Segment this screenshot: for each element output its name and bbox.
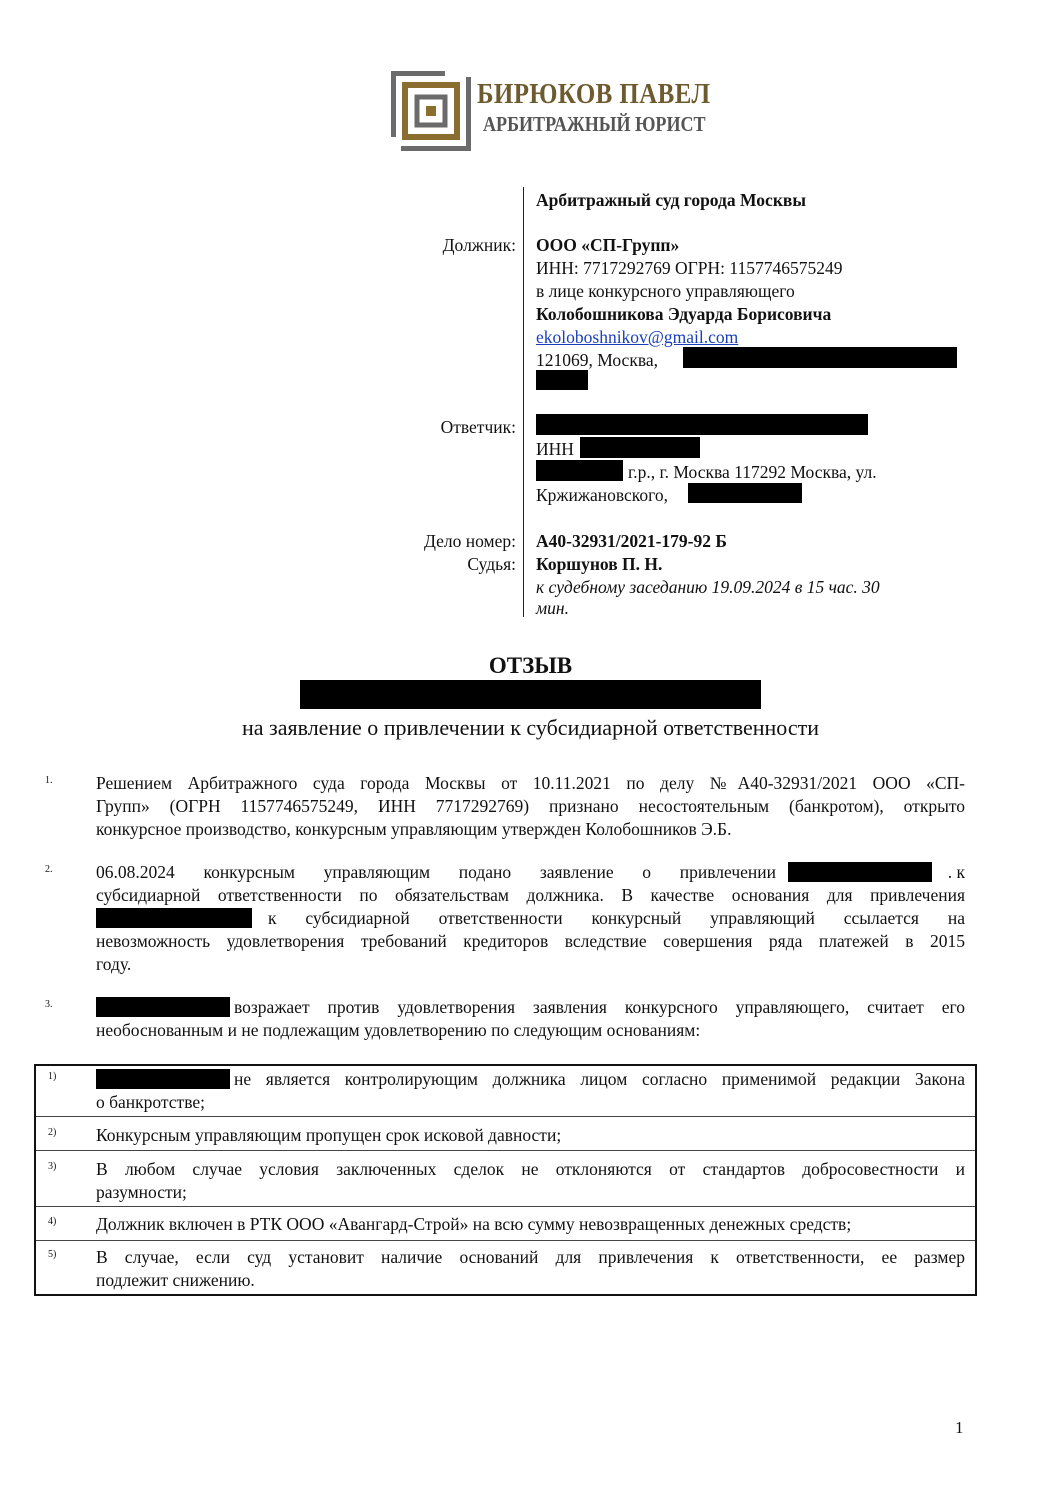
debtor-ids: ИНН: 7717292769 ОГРН: 1157746575249 [536, 258, 843, 278]
list-item [96, 1124, 965, 1147]
judge-label: Судья: [467, 554, 516, 574]
paragraph-number: 1. [45, 775, 53, 786]
list-number: 2) [48, 1127, 57, 1138]
paragraph-line: конкурсное производство, конкурсным управляющим утвержден Колобошников Э.Б. [96, 819, 732, 839]
debtor-label: Должник: [442, 235, 516, 255]
debtor-name: ООО «СП-Групп» [536, 235, 680, 255]
redaction-block [788, 862, 932, 882]
paragraph-line: субсидиарной ответственности по обязательствам должника. В качестве основания для привлечения [96, 885, 965, 905]
list-line [96, 1068, 965, 1091]
respondent-birth-address: г.р., г. Москва 117292 Москва, ул. [628, 462, 877, 482]
paragraph-line-text: 06.08.2024 конкурсным управляющим подано заявление о привлечении [96, 862, 776, 882]
paragraph-line: Решением Арбитражного суда города Москвы от 10.11.2021 по делу №А40-32931/2021 ООО «СП- [96, 773, 965, 793]
paragraph-line-text: возражает против удовлетворения заявления конкурсного управляющего, считает его [234, 997, 965, 1017]
logo-name: БИРЮКОВ ПАВЕЛ [477, 78, 711, 110]
list-line: разумности; [96, 1182, 187, 1202]
paragraph-line: невозможность удовлетворения требований кредиторов вследствие совершения ряда платежей в 2015 [96, 931, 965, 951]
paragraph-1 [96, 772, 965, 841]
respondent-label: Ответчик: [440, 417, 516, 437]
respondent-street: Кржижановского, [536, 485, 669, 505]
paragraph-line [96, 907, 965, 930]
list-line: подлежит снижению. [96, 1270, 255, 1290]
redaction-block [683, 347, 957, 368]
court-name: Арбитражный суд города Москвы [536, 190, 807, 210]
list-item [96, 1068, 965, 1114]
header-divider [523, 187, 524, 617]
paragraph-number: 2. [45, 864, 53, 875]
hearing-info-continued: мин. [536, 598, 569, 618]
redaction-block [536, 414, 868, 435]
redaction-block [96, 1069, 230, 1089]
paragraph-line-text: . к [947, 862, 965, 882]
paragraph-line: Групп» (ОГРН 1157746575249, ИНН 7717292769) признано несостоятельным (банкротом), открыто [96, 796, 965, 816]
list-line: о банкротстве; [96, 1092, 205, 1112]
redaction-block [96, 997, 230, 1017]
list-item [96, 1158, 965, 1204]
list-number: 3) [48, 1161, 57, 1172]
list-item [96, 1246, 965, 1292]
logo-mark-icon [391, 71, 471, 151]
list-separator [36, 1206, 975, 1207]
redaction-block [580, 437, 700, 458]
list-separator [36, 1150, 975, 1151]
debtor-manager: Колобошникова Эдуарда Борисовича [536, 304, 832, 324]
list-separator [36, 1116, 975, 1117]
page-number: 1 [955, 1418, 964, 1437]
paragraph-line [96, 861, 965, 884]
paragraph-line [96, 996, 965, 1019]
debtor-representative: в лице конкурсного управляющего [536, 281, 795, 301]
list-line: Должник включен в РТК ООО «Авангард-Строй» на всю сумму невозвращенных денежных средств; [96, 1214, 852, 1234]
list-line-text: не является контролирующим должника лицом согласно применимой редакции Закона [234, 1069, 965, 1089]
list-number: 4) [48, 1216, 57, 1227]
list-separator [36, 1240, 975, 1241]
paragraph-3 [96, 996, 965, 1042]
paragraph-line: необоснованным и не подлежащим удовлетворению по следующим основаниям: [96, 1020, 701, 1040]
redaction-block [688, 483, 802, 503]
judge-name: Коршунов П. Н. [536, 554, 663, 574]
redaction-block [536, 370, 588, 390]
paragraph-2 [96, 861, 965, 976]
respondent-inn: ИНН [536, 439, 574, 459]
paragraph-number: 3. [45, 999, 53, 1010]
list-line: Конкурсным управляющим пропущен срок исковой давности; [96, 1125, 562, 1145]
debtor-email-link[interactable]: ekoloboshnikov@gmail.com [536, 327, 739, 347]
logo-subtitle: АРБИТРАЖНЫЙ ЮРИСТ [483, 112, 706, 136]
redaction-block [536, 460, 623, 481]
document-subtitle: на заявление о привлечении к субсидиарной ответственности [241, 715, 820, 740]
paragraph-line-text: к субсидиарной ответственности конкурсный управляющий ссылается на [268, 908, 965, 928]
paragraph-line: году. [96, 954, 132, 974]
list-item [96, 1213, 965, 1236]
document-title: ОТЗЫВ [488, 653, 573, 678]
redaction-block [96, 908, 252, 928]
list-line: В случае, если суд установит наличие оснований для привлечения к ответственности, ее размер [96, 1247, 965, 1267]
debtor-address: 121069, Москва, [536, 350, 659, 370]
list-line: В любом случае условия заключенных сделок не отклоняются от стандартов добросовестности и [96, 1159, 965, 1179]
redaction-block [300, 680, 761, 709]
case-number-label: Дело номер: [423, 531, 516, 551]
hearing-info: к судебному заседанию 19.09.2024 в 15 час. 30 [536, 577, 880, 597]
case-number: А40-32931/2021-179-92 Б [536, 531, 727, 551]
list-number: 1) [48, 1071, 57, 1082]
list-number: 5) [48, 1249, 57, 1260]
